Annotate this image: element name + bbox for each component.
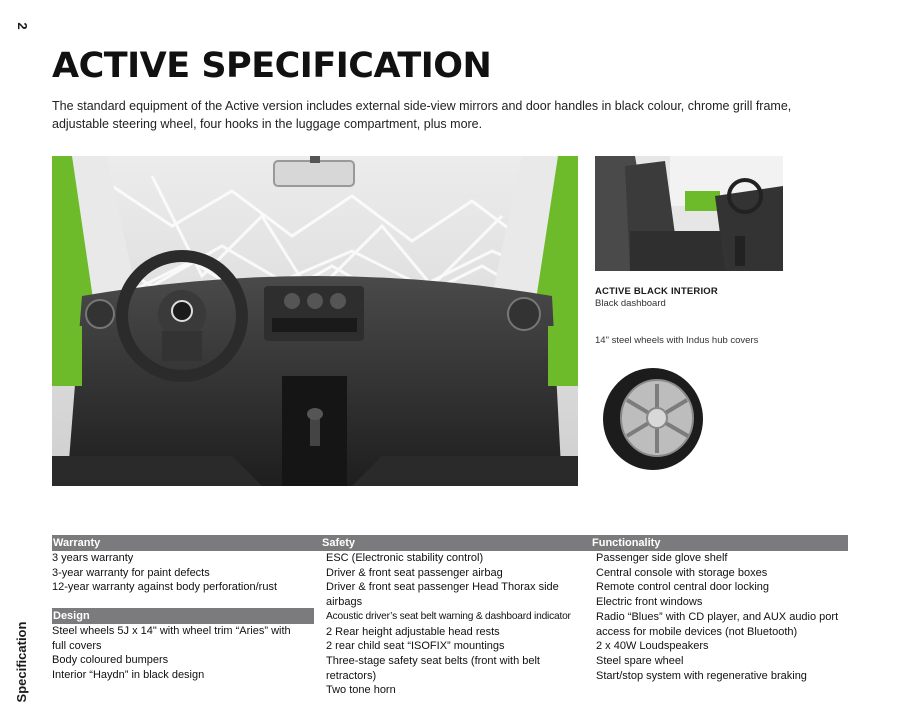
list-item: 2 Rear height adjustable head rests xyxy=(326,625,500,638)
list-item: Two tone horn xyxy=(326,684,396,697)
wheel-photo xyxy=(595,360,705,478)
list-item: Radio “Blues” with CD player, and AUX audio port access for mobile devices (not Bluetooth) xyxy=(596,610,839,638)
list-item: Steel wheels 5J x 14" with wheel trim “Aries” with full covers xyxy=(52,625,291,652)
list-item: 12-year warranty against body perforation/rust xyxy=(52,581,278,594)
design-list xyxy=(52,624,302,683)
list-item: 2 rear child seat “ISOFIX” mountings xyxy=(326,640,505,653)
intro-paragraph: The standard equipment of the Active version includes external side-view mirrors and door handles in black colour, chrome grill frame, adjustable steering wheel, four hooks in the luggage compartment, plus more. xyxy=(52,99,792,131)
safety-heading: Safety xyxy=(322,537,356,549)
dashboard-illustration xyxy=(52,156,578,486)
list-item: 2 x 40W Loudspeakers xyxy=(596,640,709,653)
list-item: Body coloured bumpers xyxy=(52,654,169,667)
interior-photo xyxy=(595,156,783,271)
page-title: ACTIVE SPECIFICATION xyxy=(52,46,492,86)
interior-caption-subtitle: Black dashboard xyxy=(595,298,666,309)
design-heading: Design xyxy=(52,608,314,624)
spec-header-bar xyxy=(52,535,848,551)
list-item: Remote control central door locking xyxy=(596,581,770,594)
wheel-illustration xyxy=(595,360,705,478)
list-item: Electric front windows xyxy=(596,596,703,609)
list-item: Start/stop system with regenerative braking xyxy=(596,669,807,682)
interior-illustration xyxy=(595,156,783,271)
list-item: Central console with storage boxes xyxy=(596,566,768,579)
list-item: Driver & front seat passenger airbag xyxy=(326,566,503,579)
warranty-list xyxy=(52,551,312,595)
warranty-heading: Warranty xyxy=(53,537,101,549)
functionality-list xyxy=(596,551,846,683)
list-item: Three-stage safety seat belts (front with belt retractors) xyxy=(326,654,540,682)
list-item: 3 years warranty xyxy=(52,552,134,564)
list-item: Acoustic driver’s seat belt warning & dashboard indicator xyxy=(326,610,571,622)
interior-caption-title: ACTIVE BLACK INTERIOR xyxy=(595,286,718,297)
functionality-heading: Functionality xyxy=(592,537,661,549)
wheel-caption: 14" steel wheels with Indus hub covers xyxy=(595,335,759,346)
list-item: ESC (Electronic stability control) xyxy=(326,552,484,564)
list-item: Steel spare wheel xyxy=(596,654,684,667)
list-item: Passenger side glove shelf xyxy=(596,552,728,564)
list-item: Driver & front seat passenger Head Thorax side airbags xyxy=(326,581,559,609)
list-item: 3-year warranty for paint defects xyxy=(52,566,210,579)
section-side-label: Specification xyxy=(14,621,29,703)
dashboard-photo xyxy=(52,156,578,486)
safety-list xyxy=(326,551,584,698)
page-number: 2 xyxy=(15,22,30,30)
list-item: Interior “Haydn” in black design xyxy=(52,669,205,682)
